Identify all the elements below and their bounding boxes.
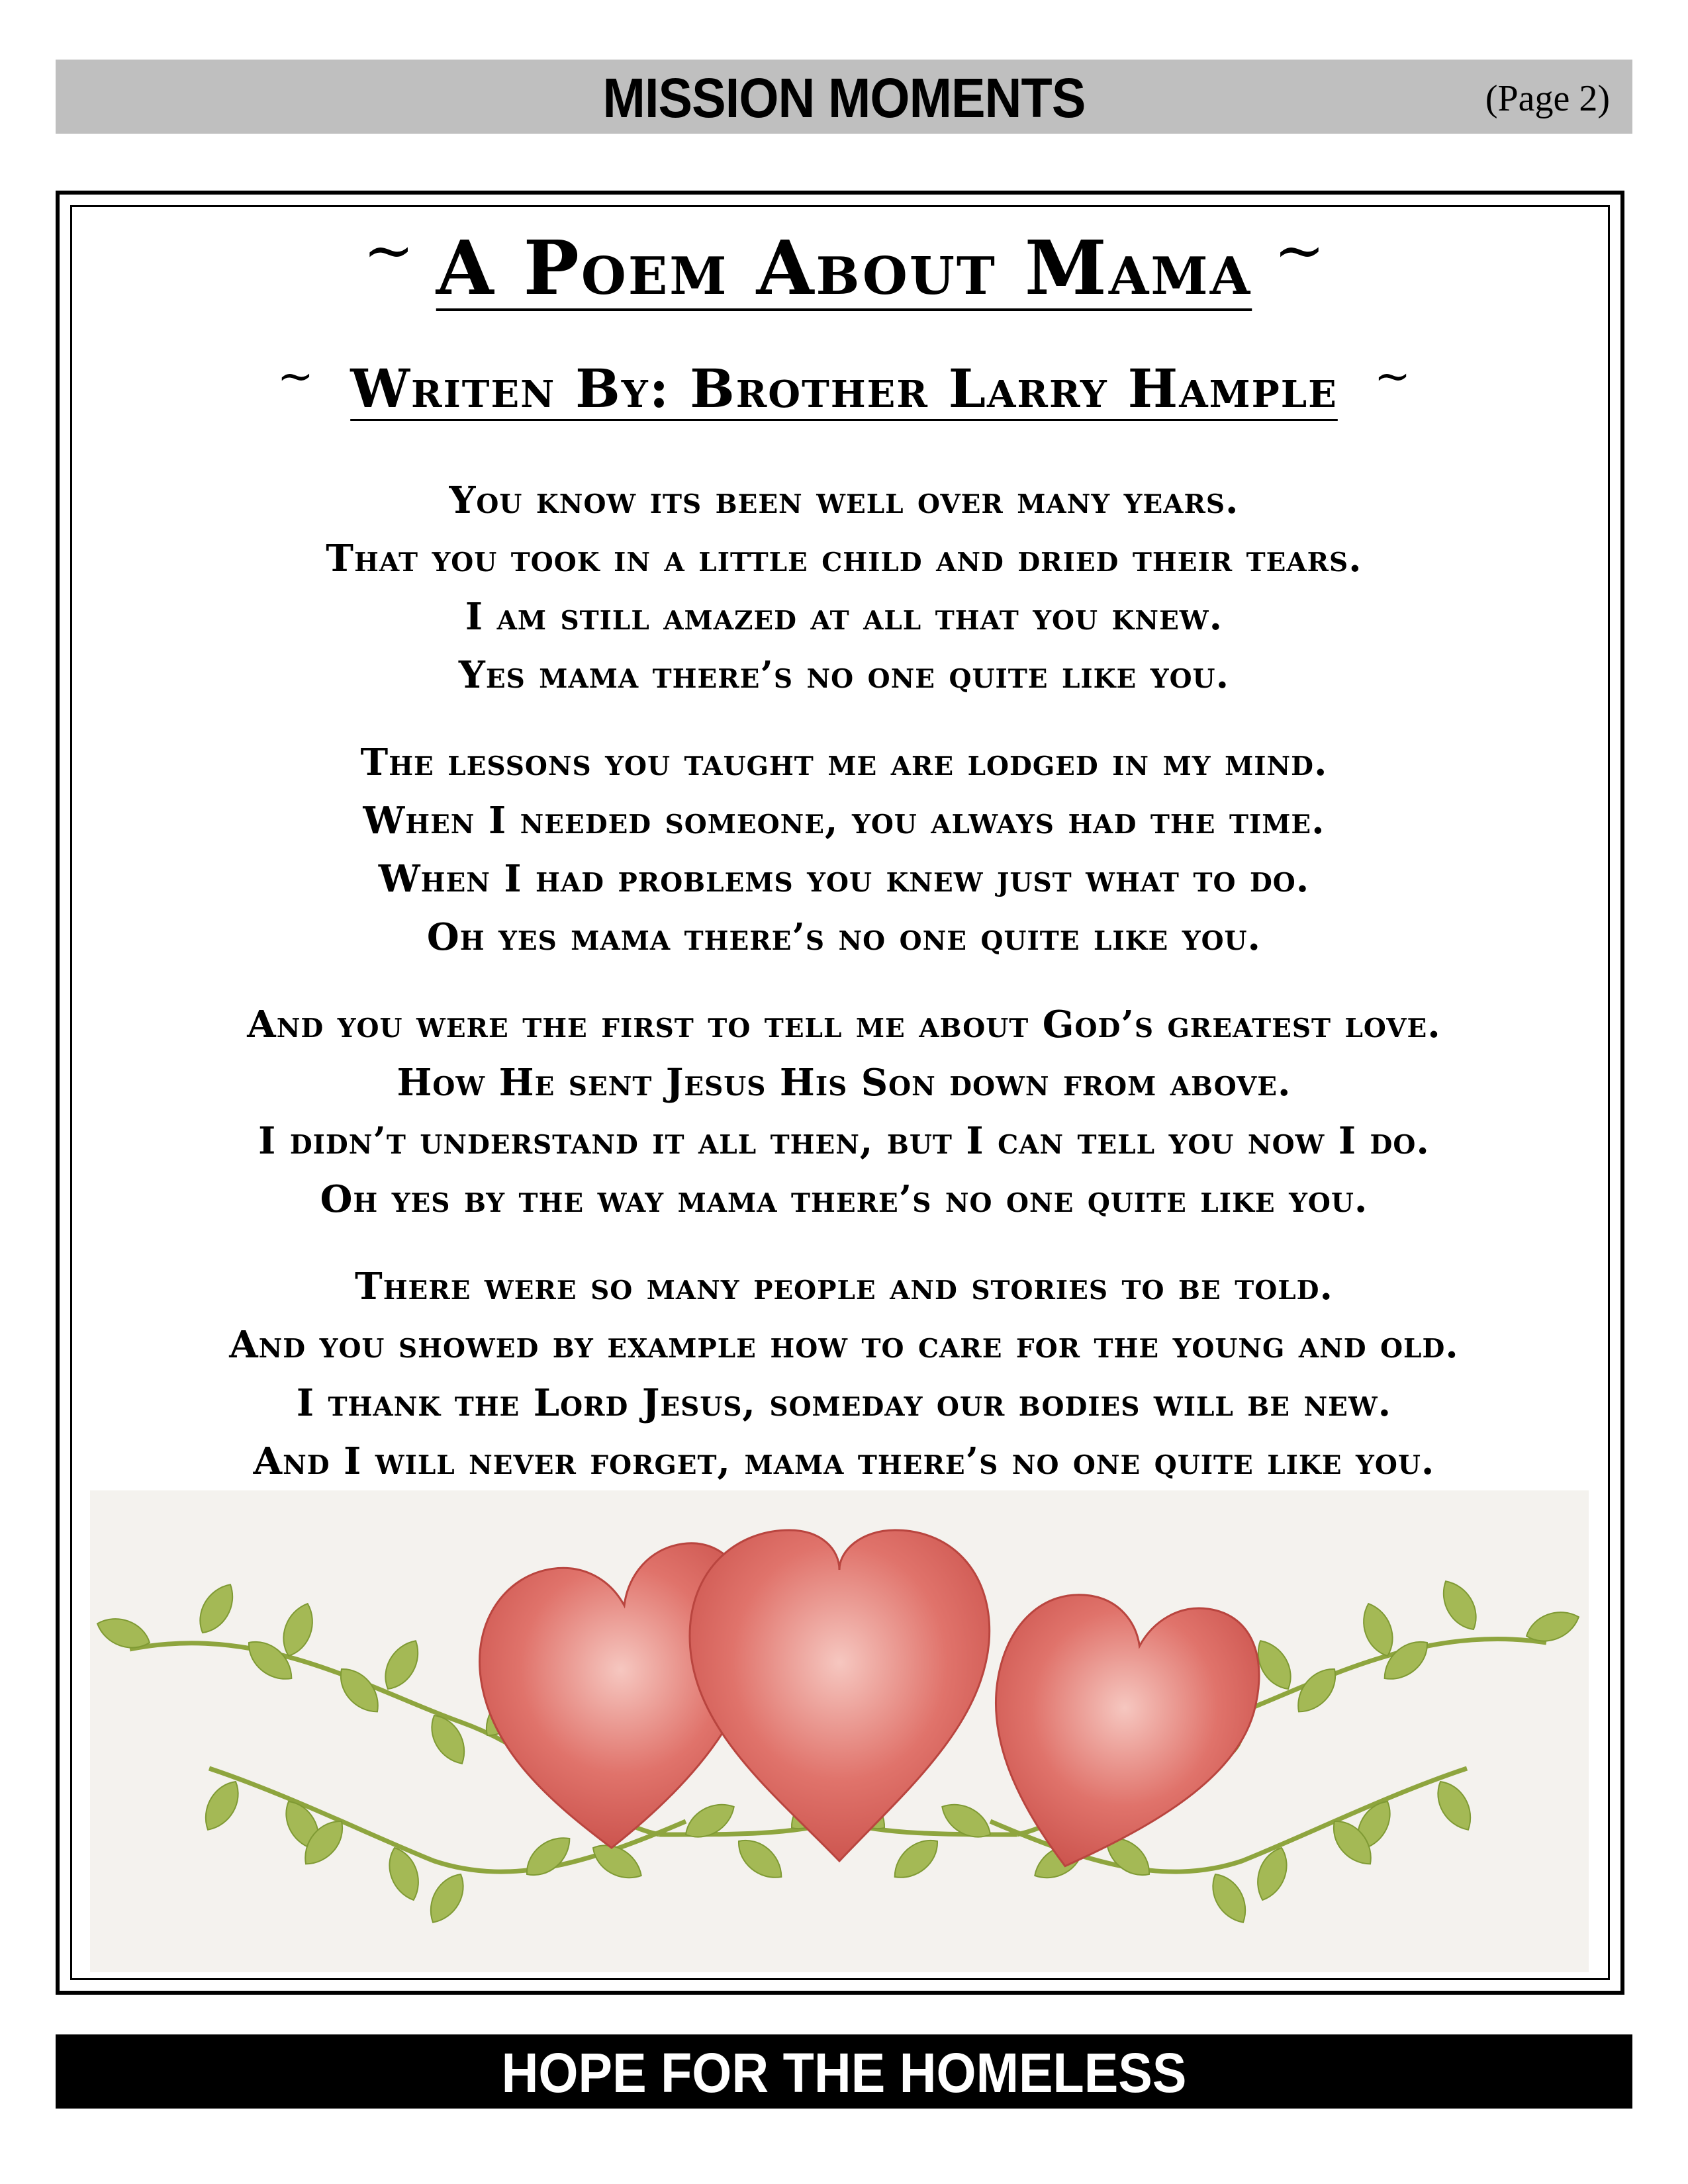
poem-line: I didn’t understand it all then, but I can tell you now I do. <box>258 1119 1430 1163</box>
poem-line: Oh yes mama there’s no one quite like you. <box>426 915 1262 959</box>
poem-line: And you showed by example how to care for the young and old. <box>229 1323 1459 1367</box>
stanza-2 <box>86 733 1602 966</box>
title-tilde-right: ~ <box>1274 215 1325 286</box>
poem-line: How He sent Jesus His Son down from above. <box>397 1061 1291 1105</box>
poem-line: I am still amazed at all that you knew. <box>465 595 1223 639</box>
header-bar <box>56 60 1632 134</box>
poem-line: Yes mama there’s no one quite like you. <box>458 653 1230 697</box>
poem-title-row <box>0 215 1688 312</box>
stanza-4 <box>86 1257 1602 1490</box>
title-tilde-left: ~ <box>363 215 414 286</box>
page-number: (Page 2) <box>1485 78 1610 119</box>
poem-line: I thank the Lord Jesus, someday our bodies will be new. <box>296 1381 1392 1425</box>
footer-bar <box>56 2034 1632 2109</box>
poem-line: Oh yes by the way mama there’s no one quite like you. <box>320 1177 1368 1221</box>
poem-line: The lessons you taught me are lodged in my mind. <box>360 741 1328 784</box>
poem-line: When I had problems you knew just what to do. <box>378 857 1310 901</box>
poem-byline-row <box>0 351 1688 420</box>
poem-title: A Poem About Mama <box>436 225 1252 312</box>
hearts-vines-graphic <box>90 1490 1589 1972</box>
poem-line: That you took in a little child and dried their tears. <box>326 537 1362 580</box>
newsletter-title: MISSION MOMENTS <box>602 67 1086 129</box>
poem-line: You know its been well over many years. <box>449 478 1239 522</box>
hearts-illustration <box>90 1490 1589 1972</box>
poem-line: When I needed someone, you always had the time. <box>363 799 1325 842</box>
stanza-1 <box>86 471 1602 704</box>
poem-line: There were so many people and stories to be told. <box>355 1265 1333 1308</box>
footer-title: HOPE FOR THE HOMELESS <box>501 2042 1187 2104</box>
poem-line: And I will never forget, mama there’s no one quite like you. <box>253 1439 1435 1483</box>
byline-tilde-right: ~ <box>1374 351 1411 402</box>
stanza-3 <box>86 995 1602 1228</box>
poem-line: And you were the first to tell me about God’s greatest love. <box>247 1003 1441 1046</box>
byline-tilde-left: ~ <box>277 351 314 402</box>
poem-byline: Writen By: Brother Larry Hample <box>350 357 1338 420</box>
